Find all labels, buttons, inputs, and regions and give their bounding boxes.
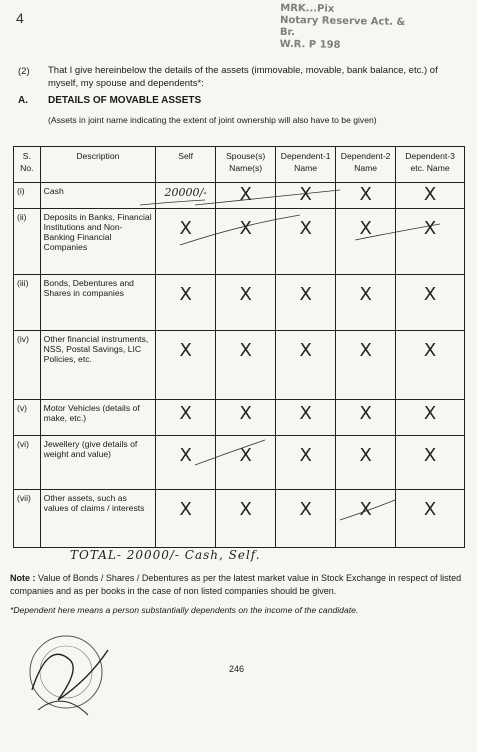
cross-mark: X bbox=[359, 402, 372, 424]
notary-stamp-text: MRK...Pix Notary Reserve Act. & Br. W.R. P 198 bbox=[279, 2, 406, 51]
cross-mark: X bbox=[299, 402, 312, 424]
section-letter: A. bbox=[18, 95, 28, 106]
intro-number: (2) bbox=[18, 66, 30, 77]
cross-mark: X bbox=[359, 340, 372, 362]
row-sno: (vii) bbox=[14, 489, 41, 547]
row-description: Bonds, Debentures and Shares in companies bbox=[40, 275, 156, 331]
cross-mark: X bbox=[239, 340, 252, 362]
cross-mark: X bbox=[239, 284, 252, 306]
row-description: Deposits in Banks, Financial Institutions and Non-Banking Financial Companies bbox=[40, 209, 156, 275]
cross-mark: X bbox=[423, 402, 437, 424]
header-description: Description bbox=[40, 147, 156, 183]
cross-mark: X bbox=[239, 218, 252, 240]
cross-mark: X bbox=[359, 284, 372, 306]
cross-mark: X bbox=[239, 498, 252, 520]
corner-mark: 4 bbox=[16, 10, 24, 26]
row-description: Motor Vehicles (details of make, etc.) bbox=[40, 399, 156, 435]
row-sno: (i) bbox=[14, 183, 41, 209]
cross-mark: X bbox=[423, 218, 437, 240]
cross-mark: X bbox=[359, 184, 372, 205]
note bbox=[10, 572, 472, 598]
note-text: Value of Bonds / Shares / Debentures as per the latest market value in Stock Exchange in respect of listed companies and as per books in the case of non listed companies should be given. bbox=[10, 573, 462, 596]
header-spouse: Spouse(s) Name(s) bbox=[216, 147, 276, 183]
cross-mark: X bbox=[359, 444, 372, 466]
cross-mark: X bbox=[359, 498, 372, 520]
cross-mark: X bbox=[239, 402, 252, 424]
row-sno: (v) bbox=[14, 399, 41, 435]
header-dependent-3: Dependent-3 etc. Name bbox=[396, 147, 465, 183]
page-number: 246 bbox=[229, 664, 245, 674]
row-sno: (ii) bbox=[14, 209, 41, 275]
cross-mark: X bbox=[423, 498, 437, 520]
row-sno: (vi) bbox=[14, 435, 41, 489]
cross-mark: X bbox=[423, 340, 437, 362]
row-sno: (iii) bbox=[14, 275, 41, 331]
cross-mark: X bbox=[299, 444, 312, 466]
signature-stamp bbox=[18, 620, 138, 730]
total-handwritten: TOTAL- 20000/- Cash, Self. bbox=[70, 548, 261, 562]
cross-mark: X bbox=[299, 218, 312, 240]
note-label: Note : bbox=[10, 573, 36, 583]
cross-mark: X bbox=[179, 284, 192, 306]
self-value: 20000/- bbox=[164, 186, 207, 199]
header-sno: S. No. bbox=[14, 147, 41, 183]
cross-mark: X bbox=[239, 444, 252, 466]
row-sno: (iv) bbox=[14, 331, 41, 399]
cross-mark: X bbox=[299, 340, 312, 362]
cross-mark: X bbox=[359, 218, 372, 240]
cross-mark: X bbox=[239, 184, 252, 205]
row-description: Other assets, such as values of claims / interests bbox=[40, 489, 156, 547]
section-subtitle: (Assets in joint name indicating the extent of joint ownership will also have to be given) bbox=[48, 115, 377, 125]
cross-mark: X bbox=[179, 218, 192, 240]
row-description: Other financial instruments, NSS, Postal Savings, LIC Policies, etc. bbox=[40, 331, 156, 399]
cross-mark: X bbox=[423, 184, 437, 205]
cross-mark: X bbox=[299, 284, 312, 306]
cross-mark: X bbox=[179, 444, 192, 466]
section-title: DETAILS OF MOVABLE ASSETS bbox=[48, 95, 202, 106]
cross-mark: X bbox=[423, 284, 437, 306]
intro-text: That I give hereinbelow the details of the assets (immovable, movable, bank balance, etc.) of myself, my spouse and dependents*: bbox=[48, 65, 438, 89]
footnote: *Dependent here means a person substantially dependents on the income of the candidate. bbox=[10, 605, 359, 615]
cross-mark: X bbox=[179, 340, 192, 362]
row-description: Jewellery (give details of weight and value) bbox=[40, 435, 156, 489]
cross-mark: X bbox=[423, 444, 437, 466]
cross-mark: X bbox=[179, 498, 192, 520]
cross-mark: X bbox=[299, 184, 312, 205]
row-description: Cash bbox=[40, 183, 156, 209]
cross-mark: X bbox=[299, 498, 312, 520]
header-dependent-2: Dependent-2 Name bbox=[336, 147, 396, 183]
header-self: Self bbox=[156, 147, 216, 183]
header-dependent-1: Dependent-1 Name bbox=[276, 147, 336, 183]
cross-mark: X bbox=[179, 402, 192, 424]
